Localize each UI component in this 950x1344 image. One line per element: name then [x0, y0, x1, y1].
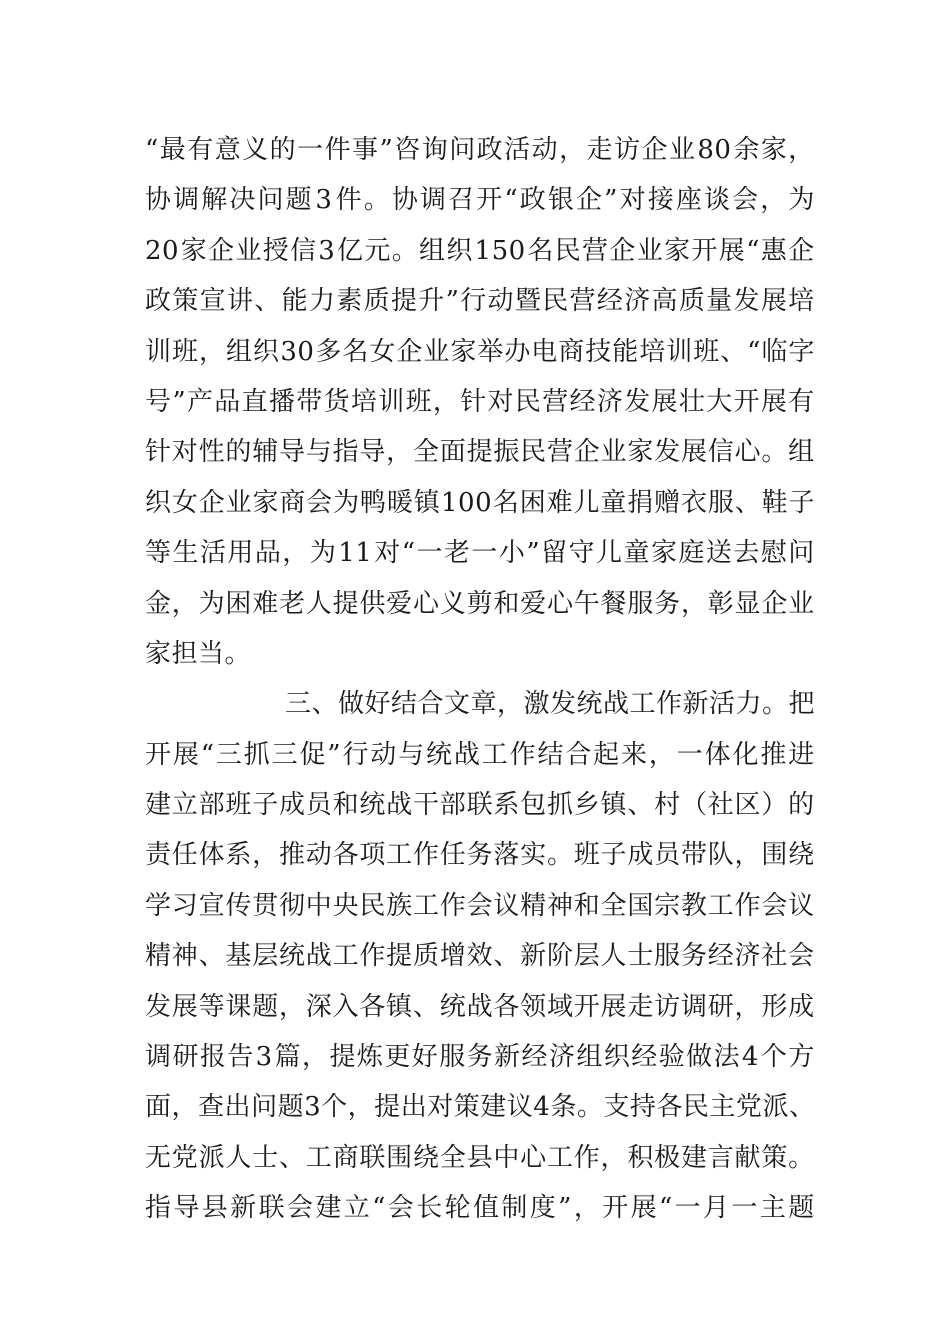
text-line: 20 家 企 业 授 信 3 亿 元 。 组 织 150 名 民 营 企 业 家 开 展 “ 惠 企 [145, 235, 815, 266]
text-line: 开 展 “ 三 抓 三 促 ” 行 动 与 统 战 工 作 结 合 起 来 ， 一 体 化 推 进 [145, 739, 815, 770]
text-line: 等 生 活 用 品 ， 为 11 对 “ 一 老 一 小 ” 留 守 儿 童 家 庭 送 去 慰 问 [145, 538, 815, 569]
text-line: 政 策 宣 讲 、 能 力 素 质 提 升 ” 行 动 暨 民 营 经 济 高 质 量 发 展 培 [145, 286, 815, 317]
text-line: 针 对 性 的 辅 导 与 指 导 ， 全 面 提 振 民 营 企 业 家 发 展 信 心 。 组 [145, 437, 815, 468]
text-line: 协 调 解 决 问 题 3 件 。 协 调 召 开 “ 政 银 企 ” 对 接 座 谈 会 ， 为 [145, 185, 815, 216]
text-line: 训 班 ， 组 织 30 多 名 女 企 业 家 举 办 电 商 技 能 培 训 班 、 “ 临 字 [145, 336, 815, 367]
text-line: 指 导 县 新 联 会 建 立 “ 会 长 轮 值 制 度 ” ， 开 展 “ 一 月 一 主 题 [145, 1193, 815, 1224]
text-line: 面 ， 查 出 问 题 3 个 ， 提 出 对 策 建 议 4 条 。 支 持 各 民 主 党 派 、 [145, 1092, 816, 1123]
text-line: 织 女 企 业 家 商 会 为 鸭 暖 镇 100 名 困 难 儿 童 捐 赠 衣 服 、 鞋 子 [145, 487, 815, 518]
text-line: 调 研 报 告 3 篇 ， 提 炼 更 好 服 务 新 经 济 组 织 经 验 做 法 4 个 方 [145, 1042, 815, 1073]
text-line: 无 党 派 人 士 、 工 商 联 围 绕 全 县 中 心 工 作 ， 积 极 建 言 献 策 。 [145, 1142, 815, 1173]
body-text [145, 128, 815, 1237]
text-line: 精 神 、 基 层 统 战 工 作 提 质 增 效 、 新 阶 层 人 士 服 务 经 济 社 会 [145, 941, 815, 972]
text-line: 家担当。 [145, 638, 252, 669]
text-line: 号 ” 产 品 直 播 带 货 培 训 班 ， 针 对 民 营 经 济 发 展 壮 大 开 展 有 [145, 386, 815, 417]
section-heading-line: 三、做好结合文章，激发统战工作新活力。把 [285, 689, 816, 720]
text-line: 发 展 等 课 题 ， 深 入 各 镇 、 统 战 各 领 域 开 展 走 访 调 研 ， 形 成 [145, 991, 815, 1022]
text-line: 建 立 部 班 子 成 员 和 统 战 干 部 联 系 包 抓 乡 镇 、 村 （ 社 区 ） 的 [145, 790, 815, 821]
text-line: “ 最 有 意 义 的 一 件 事 ” 咨 询 问 政 活 动 ， 走 访 企 业 80 余 家 ， [145, 135, 815, 165]
text-line: 金 ， 为 困 难 老 人 提 供 爱 心 义 剪 和 爱 心 午 餐 服 务 ， 彰 显 企 业 [145, 588, 815, 619]
text-line: 学 习 宣 传 贯 彻 中 央 民 族 工 作 会 议 精 神 和 全 国 宗 教 工 作 会 议 [145, 890, 815, 921]
text-line: 责 任 体 系 ， 推 动 各 项 工 作 任 务 落 实 。 班 子 成 员 带 队 ， 围 绕 [145, 840, 815, 871]
